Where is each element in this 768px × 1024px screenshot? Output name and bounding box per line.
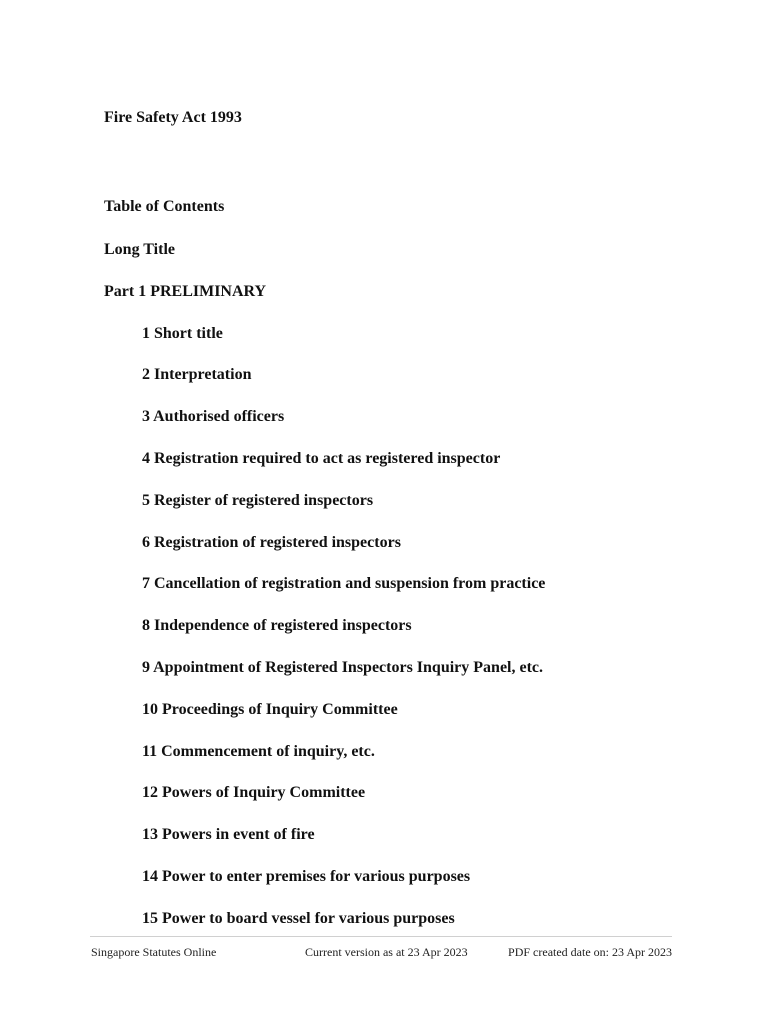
toc-part-link[interactable]: Long Title	[104, 241, 175, 258]
footer-pdf-created: PDF created date on: 23 Apr 2023	[508, 945, 672, 959]
toc-section-link[interactable]: 13 Powers in event of fire	[142, 826, 315, 844]
toc-heading: Table of Contents	[104, 198, 225, 215]
toc-section-link[interactable]: 10 Proceedings of Inquiry Committee	[142, 700, 398, 718]
toc-section-link[interactable]: 1 Short title	[142, 324, 223, 342]
toc-section-link[interactable]: 2 Interpretation	[142, 366, 252, 384]
document-title: Fire Safety Act 1993	[104, 109, 242, 126]
toc-section-link[interactable]: 6 Registration of registered inspectors	[142, 533, 401, 551]
toc-part-link[interactable]: Part 1 PRELIMINARY	[104, 282, 267, 300]
toc-section-link[interactable]: 15 Power to board vessel for various purposes	[142, 909, 455, 927]
footer-current-version: Current version as at 23 Apr 2023	[305, 945, 468, 959]
toc-section-link[interactable]: 3 Authorised officers	[142, 408, 285, 426]
toc-section-link[interactable]: 8 Independence of registered inspectors	[142, 617, 412, 635]
footer-source: Singapore Statutes Online	[91, 945, 217, 959]
toc-section-link[interactable]: 9 Appointment of Registered Inspectors Inquiry Panel, etc.	[142, 659, 544, 676]
toc-section-link[interactable]: 12 Powers of Inquiry Committee	[142, 784, 366, 802]
footer-divider	[90, 936, 672, 937]
toc-section-link[interactable]: 11 Commencement of inquiry, etc.	[142, 742, 375, 760]
toc-section-link[interactable]: 7 Cancellation of registration and suspension from practice	[142, 575, 546, 593]
toc-section-link[interactable]: 4 Registration required to act as registered inspector	[142, 450, 501, 467]
toc-section-link[interactable]: 5 Register of registered inspectors	[142, 491, 374, 509]
toc-section-link[interactable]: 14 Power to enter premises for various purposes	[142, 868, 471, 885]
